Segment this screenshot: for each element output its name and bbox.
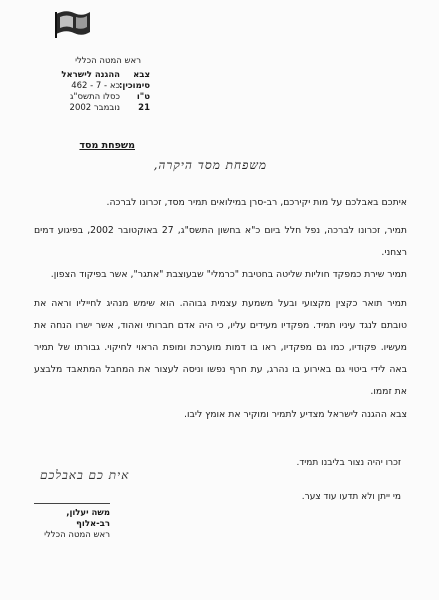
closing-line: מי ייתן ולא תדעו עוד צער. <box>301 492 401 502</box>
letter-paragraph: צבא ההגנה לישראל מצדיע לתמיר ומוקיר את אומץ ליבו. <box>184 409 407 420</box>
handwritten-signature-note: אית כם באבלכם <box>40 468 130 482</box>
gregorian-date-day: 21 <box>138 103 150 113</box>
letter-paragraph: איתכם באבלכם על מות יקירכם, רב-סרן במילואים תמיר מסד, זכרונו לברכה. <box>106 197 407 208</box>
gregorian-date-month-year: נובמבר 2002 <box>69 103 120 113</box>
handwritten-greeting: משפחת מסד היקרה, <box>153 158 267 172</box>
signatory-block <box>36 508 110 541</box>
hebrew-date-day: ט"ו <box>136 92 150 102</box>
letter-paragraph: תמיר שירת כמפקד חוליות שליטה בחטיבת "כרמלי" שבעוצבת "אתגר", אשר בפיקוד הצפון. <box>50 269 407 280</box>
letterhead-block <box>50 70 150 114</box>
army-short-label: צבא <box>133 70 150 80</box>
salutation: משפחת מסד <box>79 140 135 151</box>
signature-line <box>34 503 110 505</box>
signatory-title: ראש המטה הכללי <box>44 530 110 540</box>
reference-label: סימוכין: <box>119 81 150 91</box>
letterhead-office: ראש המטה הכללי <box>75 56 141 66</box>
hebrew-date-month-year: כסלו התשס"ג <box>70 92 120 102</box>
reference-value: כא - 7 - 462 <box>71 81 120 91</box>
idf-emblem-logo <box>52 6 94 40</box>
army-long-label: ההגנה לישראל <box>61 70 120 80</box>
closing-line: זכרו יהיה נצור בליבנו תמיד. <box>296 458 401 468</box>
letter-paragraph: תמיר תואר כקצין מקצועי ובעל משמעת עצמית גבוהה. הוא שימש מנהיג לחייליו וראה את טובתם לנגד עיניו תמיד. מפקדיו מעידים עליו, כי היה אדם חברותי ואהוד, אשר ישרו הנחה את מעשיו. פקודיו, כמו גם מפקדיו, ראו בו דמות מוערכת ומופת הראוי לחיקוי. גבורתו של תמיר באה לידי ביטוי גם באירוע בו נהרג, עת חרף נפשו וניסה לעצור את המחבל המתאבד מלבצע את זממו. <box>34 298 407 397</box>
letter-paragraph: תמיר, זכרונו לברכה, נפל חלל ביום כ"א בחשון התשס"ג, 27 באוקטובר 2002, בפיגוע דמים רצחני. <box>34 225 407 258</box>
signatory-name: משה יעלון, רב-אלוף <box>66 508 110 529</box>
